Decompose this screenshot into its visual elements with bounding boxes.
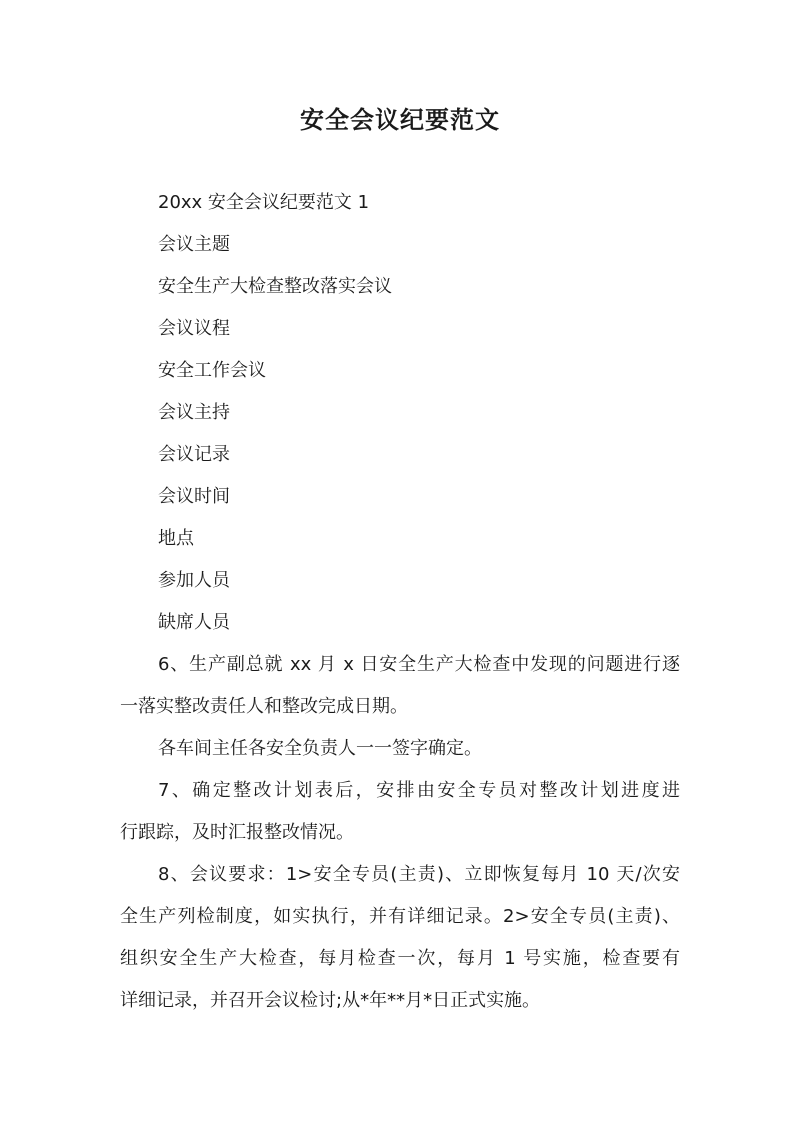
- paragraph-line: 7、确定整改计划表后，安排由安全专员对整改计划进度进: [158, 780, 680, 801]
- paragraph-line: 6、生产副总就 xx 月 x 日安全生产大检查中发现的问题进行逐: [158, 654, 680, 675]
- heading-line: 20xx 安全会议纪要范文 1: [158, 192, 370, 213]
- section-label: 缺席人员: [158, 612, 230, 633]
- paragraph-line: 详细记录，并召开会议检讨;从*年**月*日正式实施。: [120, 990, 541, 1011]
- paragraph-line: 8、会议要求：1>安全专员(主责)、立即恢复每月 10 天/次安: [158, 864, 680, 885]
- section-label: 地点: [158, 528, 194, 549]
- paragraph-line: 各车间主任各安全负责人一一签字确定。: [158, 738, 482, 759]
- paragraph-line: 组织安全生产大检查，每月检查一次，每月 1 号实施，检查要有: [120, 948, 680, 969]
- paragraph-line: 一落实整改责任人和整改完成日期。: [120, 696, 408, 717]
- section-value: 安全工作会议: [158, 360, 266, 381]
- section-label: 会议主持: [158, 402, 230, 423]
- section-label: 会议记录: [158, 444, 230, 465]
- paragraph-line: 行跟踪，及时汇报整改情况。: [120, 822, 354, 843]
- document-title: 安全会议纪要范文: [300, 106, 500, 134]
- section-label: 会议时间: [158, 486, 230, 507]
- paragraph-line: 全生产列检制度，如实执行，并有详细记录。2>安全专员(主责)、: [120, 906, 680, 927]
- section-label: 会议主题: [158, 234, 230, 255]
- section-value: 安全生产大检查整改落实会议: [158, 276, 392, 297]
- section-label: 参加人员: [158, 570, 230, 591]
- section-label: 会议议程: [158, 318, 230, 339]
